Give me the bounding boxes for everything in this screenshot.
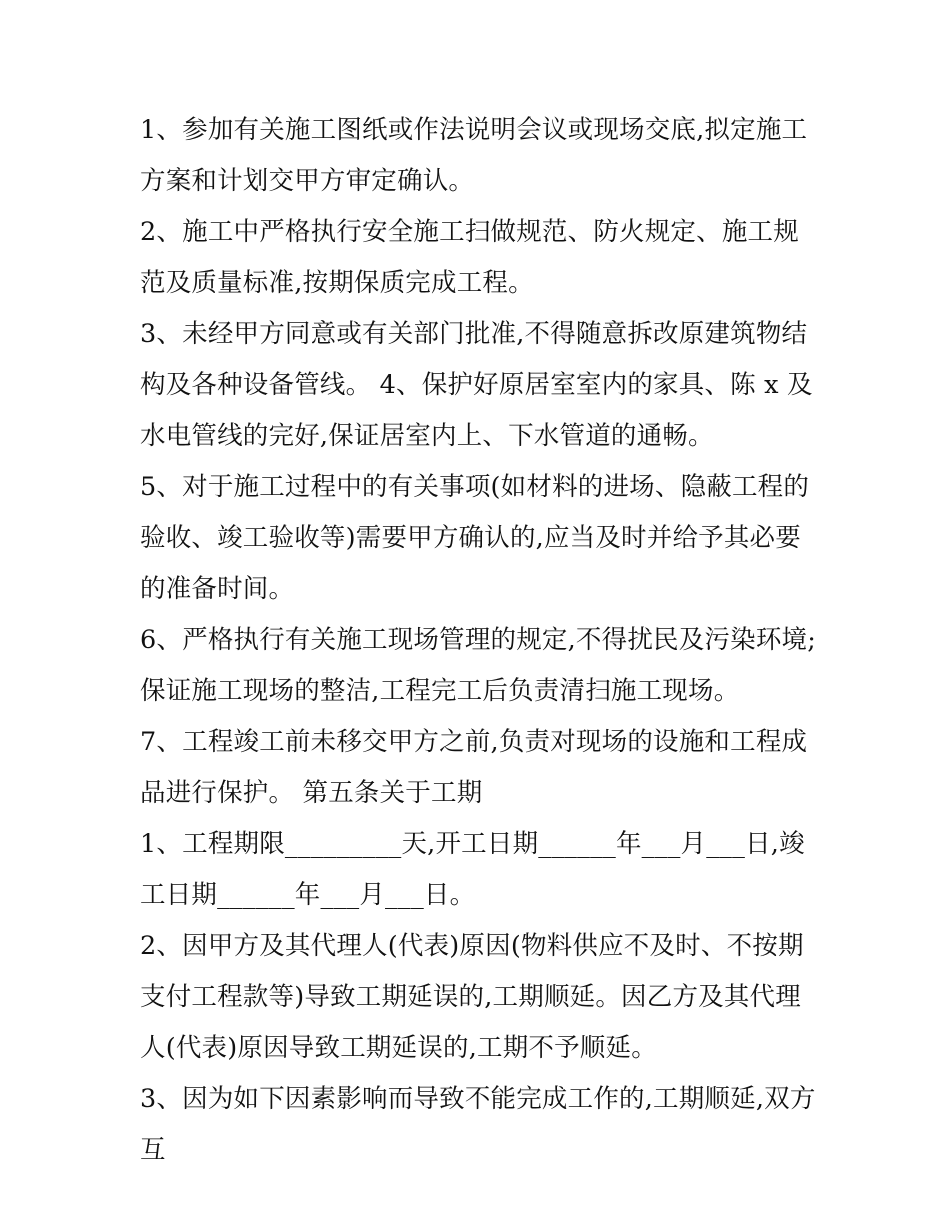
paragraph-duty-7: 7、工程竣工前未移交甲方之前,负责对现场的设施和工程成品进行保护。 第五条关于工期 [140, 727, 808, 808]
paragraph-duty-1: 1、参加有关施工图纸或作法说明会议或现场交底,拟定施工方案和计划交甲方审定确认。 [140, 115, 808, 196]
paragraph-schedule-2: 2、因甲方及其代理人(代表)原因(物料供应不及时、不按期支付工程款等)导致工期延误的,工期顺延。因乙方及其代理人(代表)原因导致工期延误的,工期不予顺延。 [140, 931, 804, 1063]
paragraph-duty-5: 5、对于施工过程中的有关事项(如材料的进场、隐蔽工程的验收、竣工验收等)需要甲方确认的,应当及时并给予其必要的准备时间。 [140, 472, 810, 604]
paragraph-duty-6: 6、严格执行有关施工现场管理的规定,不得扰民及污染环境;保证施工现场的整洁,工程完工后负责清扫施工现场。 [140, 625, 817, 706]
paragraph-duty-2: 2、施工中严格执行安全施工扫做规范、防火规定、施工规范及质量标准,按期保质完成工程。 [140, 217, 799, 298]
paragraph-duty-3-4: 3、未经甲方同意或有关部门批准,不得随意拆改原建筑物结构及各种设备管线。 4、保护好原居室室内的家具、陈 x 及水电管线的完好,保证居室内上、下水管道的通畅。 [140, 319, 813, 451]
paragraph-schedule-3: 3、因为如下因素影响而导致不能完成工作的,工期顺延,双方互 [140, 1084, 816, 1165]
paragraph-schedule-1: 1、工程期限_________天,开工日期______年___月___日,竣工日期______年___月___日。 [140, 829, 805, 910]
document-body [140, 105, 820, 1176]
